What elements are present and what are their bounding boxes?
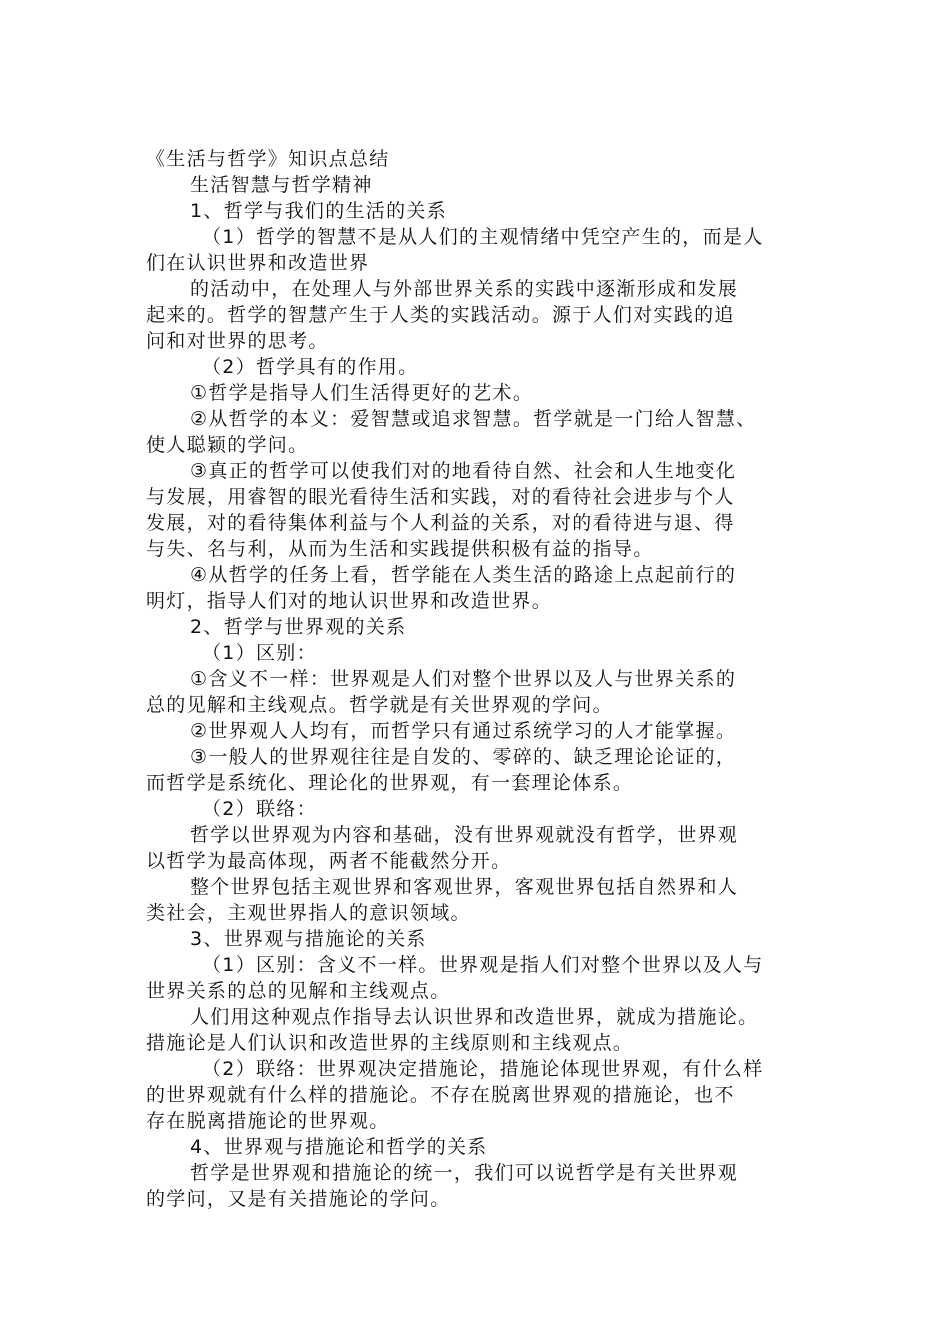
paragraph-line: （1）哲学的智慧不是从人们的主观情绪中凭空产生的，而是人 (202, 226, 764, 248)
list-item: ③真正的哲学可以使我们对的地看待自然、社会和人生地变化 (190, 460, 737, 482)
section-heading: 2、哲学与世界观的关系 (190, 616, 407, 638)
list-item: ④从哲学的任务上看，哲学能在人类生活的路途上点起前行的 (190, 564, 737, 586)
section-heading: 3、世界观与措施论的关系 (190, 928, 427, 950)
list-item: ①哲学是指导人们生活得更好的艺术。 (190, 382, 534, 404)
paragraph-line: 世界关系的总的见解和主线观点。 (146, 980, 451, 1002)
paragraph-line: （1）区别：含义不一样。世界观是指人们对整个世界以及人与 (202, 954, 764, 976)
document-title: 《生活与哲学》知识点总结 (146, 148, 390, 170)
list-item: ①含义不一样：世界观是人们对整个世界以及人与世界关系的 (190, 668, 737, 690)
paragraph-line: 哲学以世界观为内容和基础，没有世界观就没有哲学，世界观 (190, 824, 739, 846)
paragraph-line: 明灯，指导人们对的地认识世界和改造世界。 (146, 590, 553, 612)
paragraph-line: 问和对世界的思考。 (146, 330, 329, 352)
subheading: （2）联络： (202, 798, 317, 820)
paragraph-line: 发展，对的看待集体利益与个人利益的关系，对的看待进与退、得 (146, 512, 735, 534)
list-item: ③一般人的世界观往往是自发的、零碎的、缺乏理论论证的， (190, 746, 737, 768)
section-heading: 4、世界观与措施论和哲学的关系 (190, 1136, 488, 1158)
paragraph-line: 与发展，用睿智的眼光看待生活和实践，对的看待社会进步与个人 (146, 486, 735, 508)
paragraph-line: 总的见解和主线观点。哲学就是有关世界观的学问。 (146, 694, 613, 716)
subheading: （2）哲学具有的作用。 (202, 356, 419, 378)
paragraph-line: 的学问，又是有关措施论的学问。 (146, 1188, 451, 1210)
paragraph-line: 的世界观就有什么样的措施论。不存在脱离世界观的措施论，也不 (146, 1084, 735, 1106)
paragraph-line: 使人聪颖的学问。 (146, 434, 309, 456)
paragraph-line: 而哲学是系统化、理论化的世界观，有一套理论体系。 (146, 772, 634, 794)
paragraph-line: 们在认识世界和改造世界 (146, 252, 370, 274)
paragraph-line: 起来的。哲学的智慧产生于人类的实践活动。源于人们对实践的追 (146, 304, 735, 326)
paragraph-line: 的活动中，在处理人与外部世界关系的实践中逐渐形成和发展 (190, 278, 739, 300)
list-item: ②从哲学的本义：爱智慧或追求智慧。哲学就是一门给人智慧、 (190, 408, 757, 430)
paragraph-line: 与失、名与利，从而为生活和实践提供积极有益的指导。 (146, 538, 654, 560)
document-page (146, 146, 826, 1212)
list-item: ②世界观人人均有，而哲学只有通过系统学习的人才能掌握。 (190, 720, 737, 742)
paragraph-line: 措施论是人们认识和改造世界的主线原则和主线观点。 (146, 1032, 634, 1054)
paragraph-line: 以哲学为最高体现，两者不能截然分开。 (146, 850, 512, 872)
paragraph-line: 整个世界包括主观世界和客观世界，客观世界包括自然界和人 (190, 876, 739, 898)
paragraph-line: 类社会，主观世界指人的意识领域。 (146, 902, 471, 924)
paragraph-line: 存在脱离措施论的世界观。 (146, 1110, 390, 1132)
paragraph-line: 哲学是世界观和措施论的统一，我们可以说哲学是有关世界观 (190, 1162, 739, 1184)
section-heading: 1、哲学与我们的生活的关系 (190, 200, 447, 222)
paragraph-line: 人们用这种观点作指导去认识世界和改造世界，就成为措施论。 (190, 1006, 759, 1028)
paragraph-line: （2）联络：世界观决定措施论，措施论体现世界观，有什么样 (202, 1058, 764, 1080)
unit-title: 生活智慧与哲学精神 (190, 174, 373, 196)
subheading: （1）区别： (202, 642, 317, 664)
